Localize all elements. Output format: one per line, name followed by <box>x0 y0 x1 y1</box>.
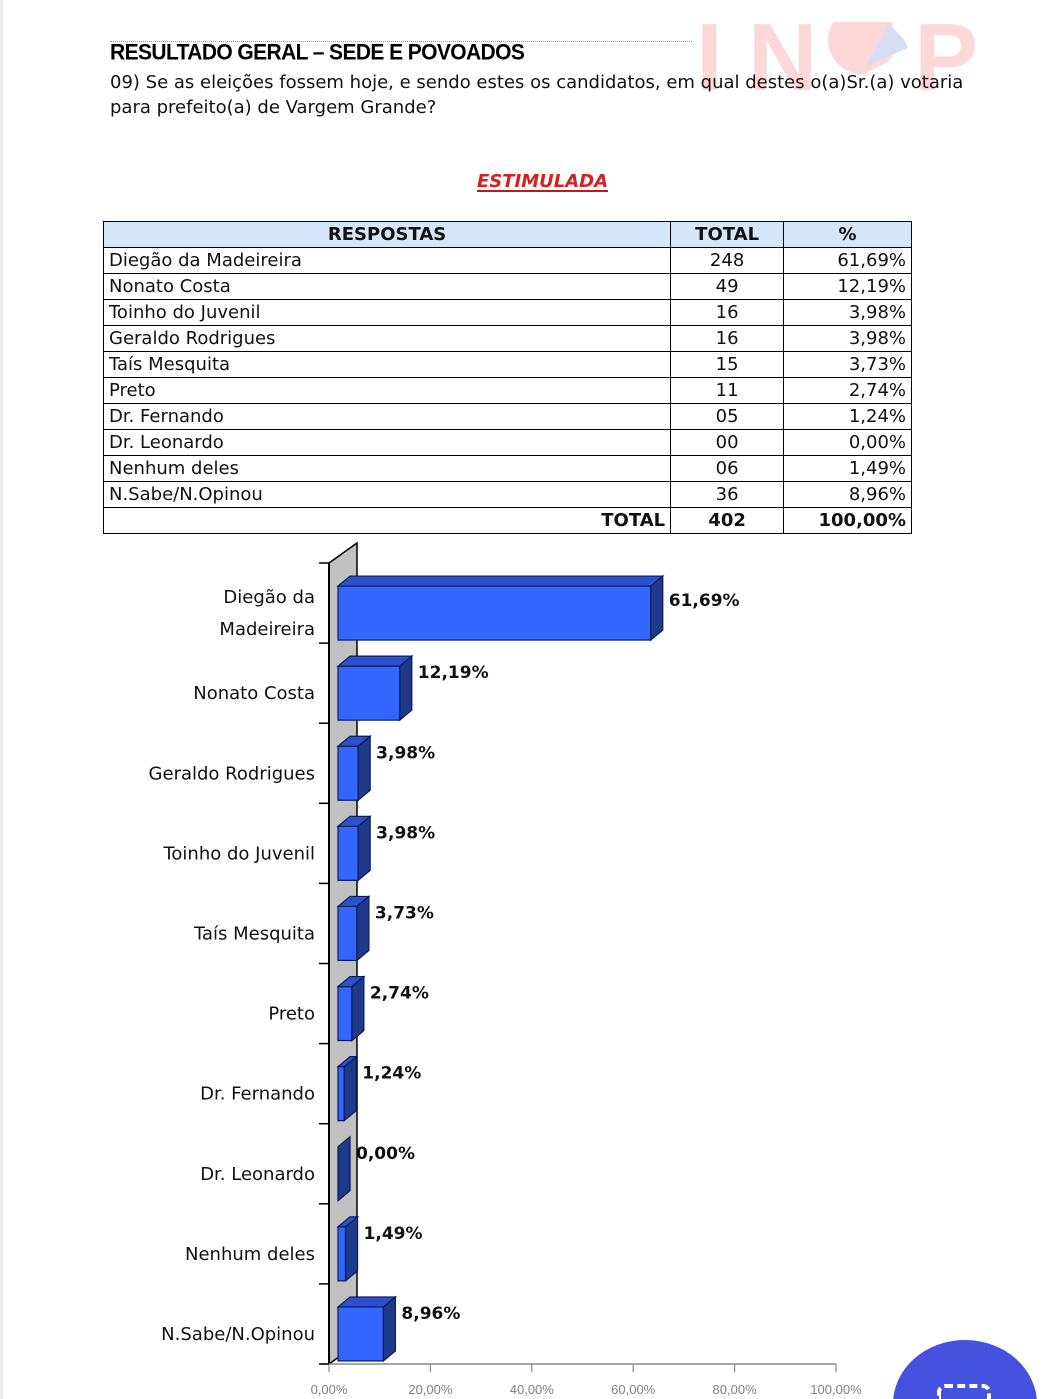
table-row <box>104 378 912 404</box>
bar <box>338 987 352 1041</box>
category-label: Nonato Costa <box>193 683 315 705</box>
results-table <box>103 221 912 534</box>
question-text: 09) Se as eleições fossem hoje, e sendo estes os candidatos, em qual destes o(a)Sr.(a) votaria para prefeito(a) de Vargem Grande? <box>110 72 964 118</box>
row-total: 15 <box>671 352 784 378</box>
table-row <box>104 404 912 430</box>
table-row <box>104 430 912 456</box>
row-name: Preto <box>104 378 671 404</box>
row-name: Nonato Costa <box>104 274 671 300</box>
table-header-row <box>104 222 912 248</box>
logo-letter: P <box>914 4 977 111</box>
row-percent: 3,98% <box>784 326 912 352</box>
row-name: Diegão da Madeireira <box>104 248 671 274</box>
bar <box>338 1227 346 1281</box>
bar <box>338 746 358 800</box>
row-percent: 12,19% <box>784 274 912 300</box>
logo-letter: I <box>696 4 721 111</box>
x-tick-label: 20,00% <box>408 1382 453 1397</box>
row-percent: 8,96% <box>784 482 912 508</box>
data-label: 3,98% <box>376 743 436 764</box>
table-row <box>104 352 912 378</box>
category-label: Nenhum deles <box>185 1243 315 1265</box>
table-row <box>104 482 912 508</box>
category-label: N.Sabe/N.Opinou <box>161 1323 315 1345</box>
total-label: TOTAL <box>104 508 671 534</box>
row-total: 06 <box>671 456 784 482</box>
row-total: 05 <box>671 404 784 430</box>
table-row <box>104 248 912 274</box>
row-total: 49 <box>671 274 784 300</box>
column-header-total: TOTAL <box>671 222 784 248</box>
row-total: 248 <box>671 248 784 274</box>
bar-side <box>383 1297 395 1361</box>
bar <box>338 826 358 880</box>
category-label: Toinho do Juvenil <box>163 843 315 865</box>
bar-side <box>344 1057 356 1121</box>
row-percent: 3,98% <box>784 300 912 326</box>
row-name: Nenhum deles <box>104 456 671 482</box>
category-label: Taís Mesquita <box>193 923 315 945</box>
bar <box>338 906 357 960</box>
data-label: 12,19% <box>417 663 489 684</box>
bar-side <box>352 977 364 1041</box>
x-tick-label: 0,00% <box>310 1382 348 1397</box>
row-percent: 61,69% <box>784 248 912 274</box>
section-subtitle: ESTIMULADA <box>476 171 609 192</box>
bar-side <box>358 816 370 880</box>
category-label: Dr. Fernando <box>200 1083 315 1105</box>
row-total: 36 <box>671 482 784 508</box>
row-percent: 3,73% <box>784 352 912 378</box>
row-percent: 2,74% <box>784 378 912 404</box>
scan-icon <box>937 1384 991 1399</box>
bar-top <box>338 576 663 586</box>
row-name: N.Sabe/N.Opinou <box>104 482 671 508</box>
bar <box>338 1067 344 1121</box>
data-label: 1,49% <box>363 1223 423 1244</box>
bar-side <box>338 1137 350 1201</box>
row-percent: 1,49% <box>784 456 912 482</box>
row-name: Dr. Leonardo <box>104 430 671 456</box>
data-label: 3,73% <box>374 903 434 924</box>
data-label: 3,98% <box>376 823 436 844</box>
row-name: Geraldo Rodrigues <box>104 326 671 352</box>
row-percent: 1,24% <box>784 404 912 430</box>
category-label: Madeireira <box>219 619 315 641</box>
row-total: 00 <box>671 430 784 456</box>
table-row <box>104 274 912 300</box>
total-percent: 100,00% <box>784 508 912 534</box>
table-row <box>104 300 912 326</box>
bar <box>338 1307 383 1361</box>
row-name: Taís Mesquita <box>104 352 671 378</box>
x-tick-label: 40,00% <box>509 1382 554 1397</box>
table-row <box>104 326 912 352</box>
data-label: 1,24% <box>362 1063 422 1084</box>
row-name: Dr. Fernando <box>104 404 671 430</box>
column-header-respostas: RESPOSTAS <box>104 222 671 248</box>
x-tick-label: 100,00% <box>810 1382 862 1397</box>
data-label: 0,00% <box>356 1143 415 1164</box>
bar-side <box>651 576 663 640</box>
row-total: 11 <box>671 378 784 404</box>
bar-side <box>358 736 370 800</box>
x-tick-label: 60,00% <box>611 1382 656 1397</box>
logo-letter: N <box>748 4 816 111</box>
data-label: 2,74% <box>369 983 429 1004</box>
data-label: 61,69% <box>668 591 740 612</box>
bar-side <box>400 656 412 720</box>
row-percent: 0,00% <box>784 430 912 456</box>
category-label: Preto <box>268 1003 315 1025</box>
bar-side <box>357 896 369 960</box>
total-count: 402 <box>671 508 784 534</box>
page-title: RESULTADO GERAL – SEDE E POVOADOS <box>110 40 525 65</box>
table-row <box>104 456 912 482</box>
category-label: Diegão da <box>223 587 315 609</box>
bar <box>338 586 651 640</box>
bar-side <box>346 1217 358 1281</box>
category-label: Geraldo Rodrigues <box>148 763 315 785</box>
row-name: Toinho do Juvenil <box>104 300 671 326</box>
bar-chart <box>0 530 1053 1399</box>
x-tick-label: 80,00% <box>712 1382 757 1397</box>
category-label: Dr. Leonardo <box>200 1163 315 1185</box>
bar <box>338 666 400 720</box>
row-total: 16 <box>671 326 784 352</box>
row-total: 16 <box>671 300 784 326</box>
column-header-percent: % <box>784 222 912 248</box>
data-label: 8,96% <box>401 1303 461 1324</box>
